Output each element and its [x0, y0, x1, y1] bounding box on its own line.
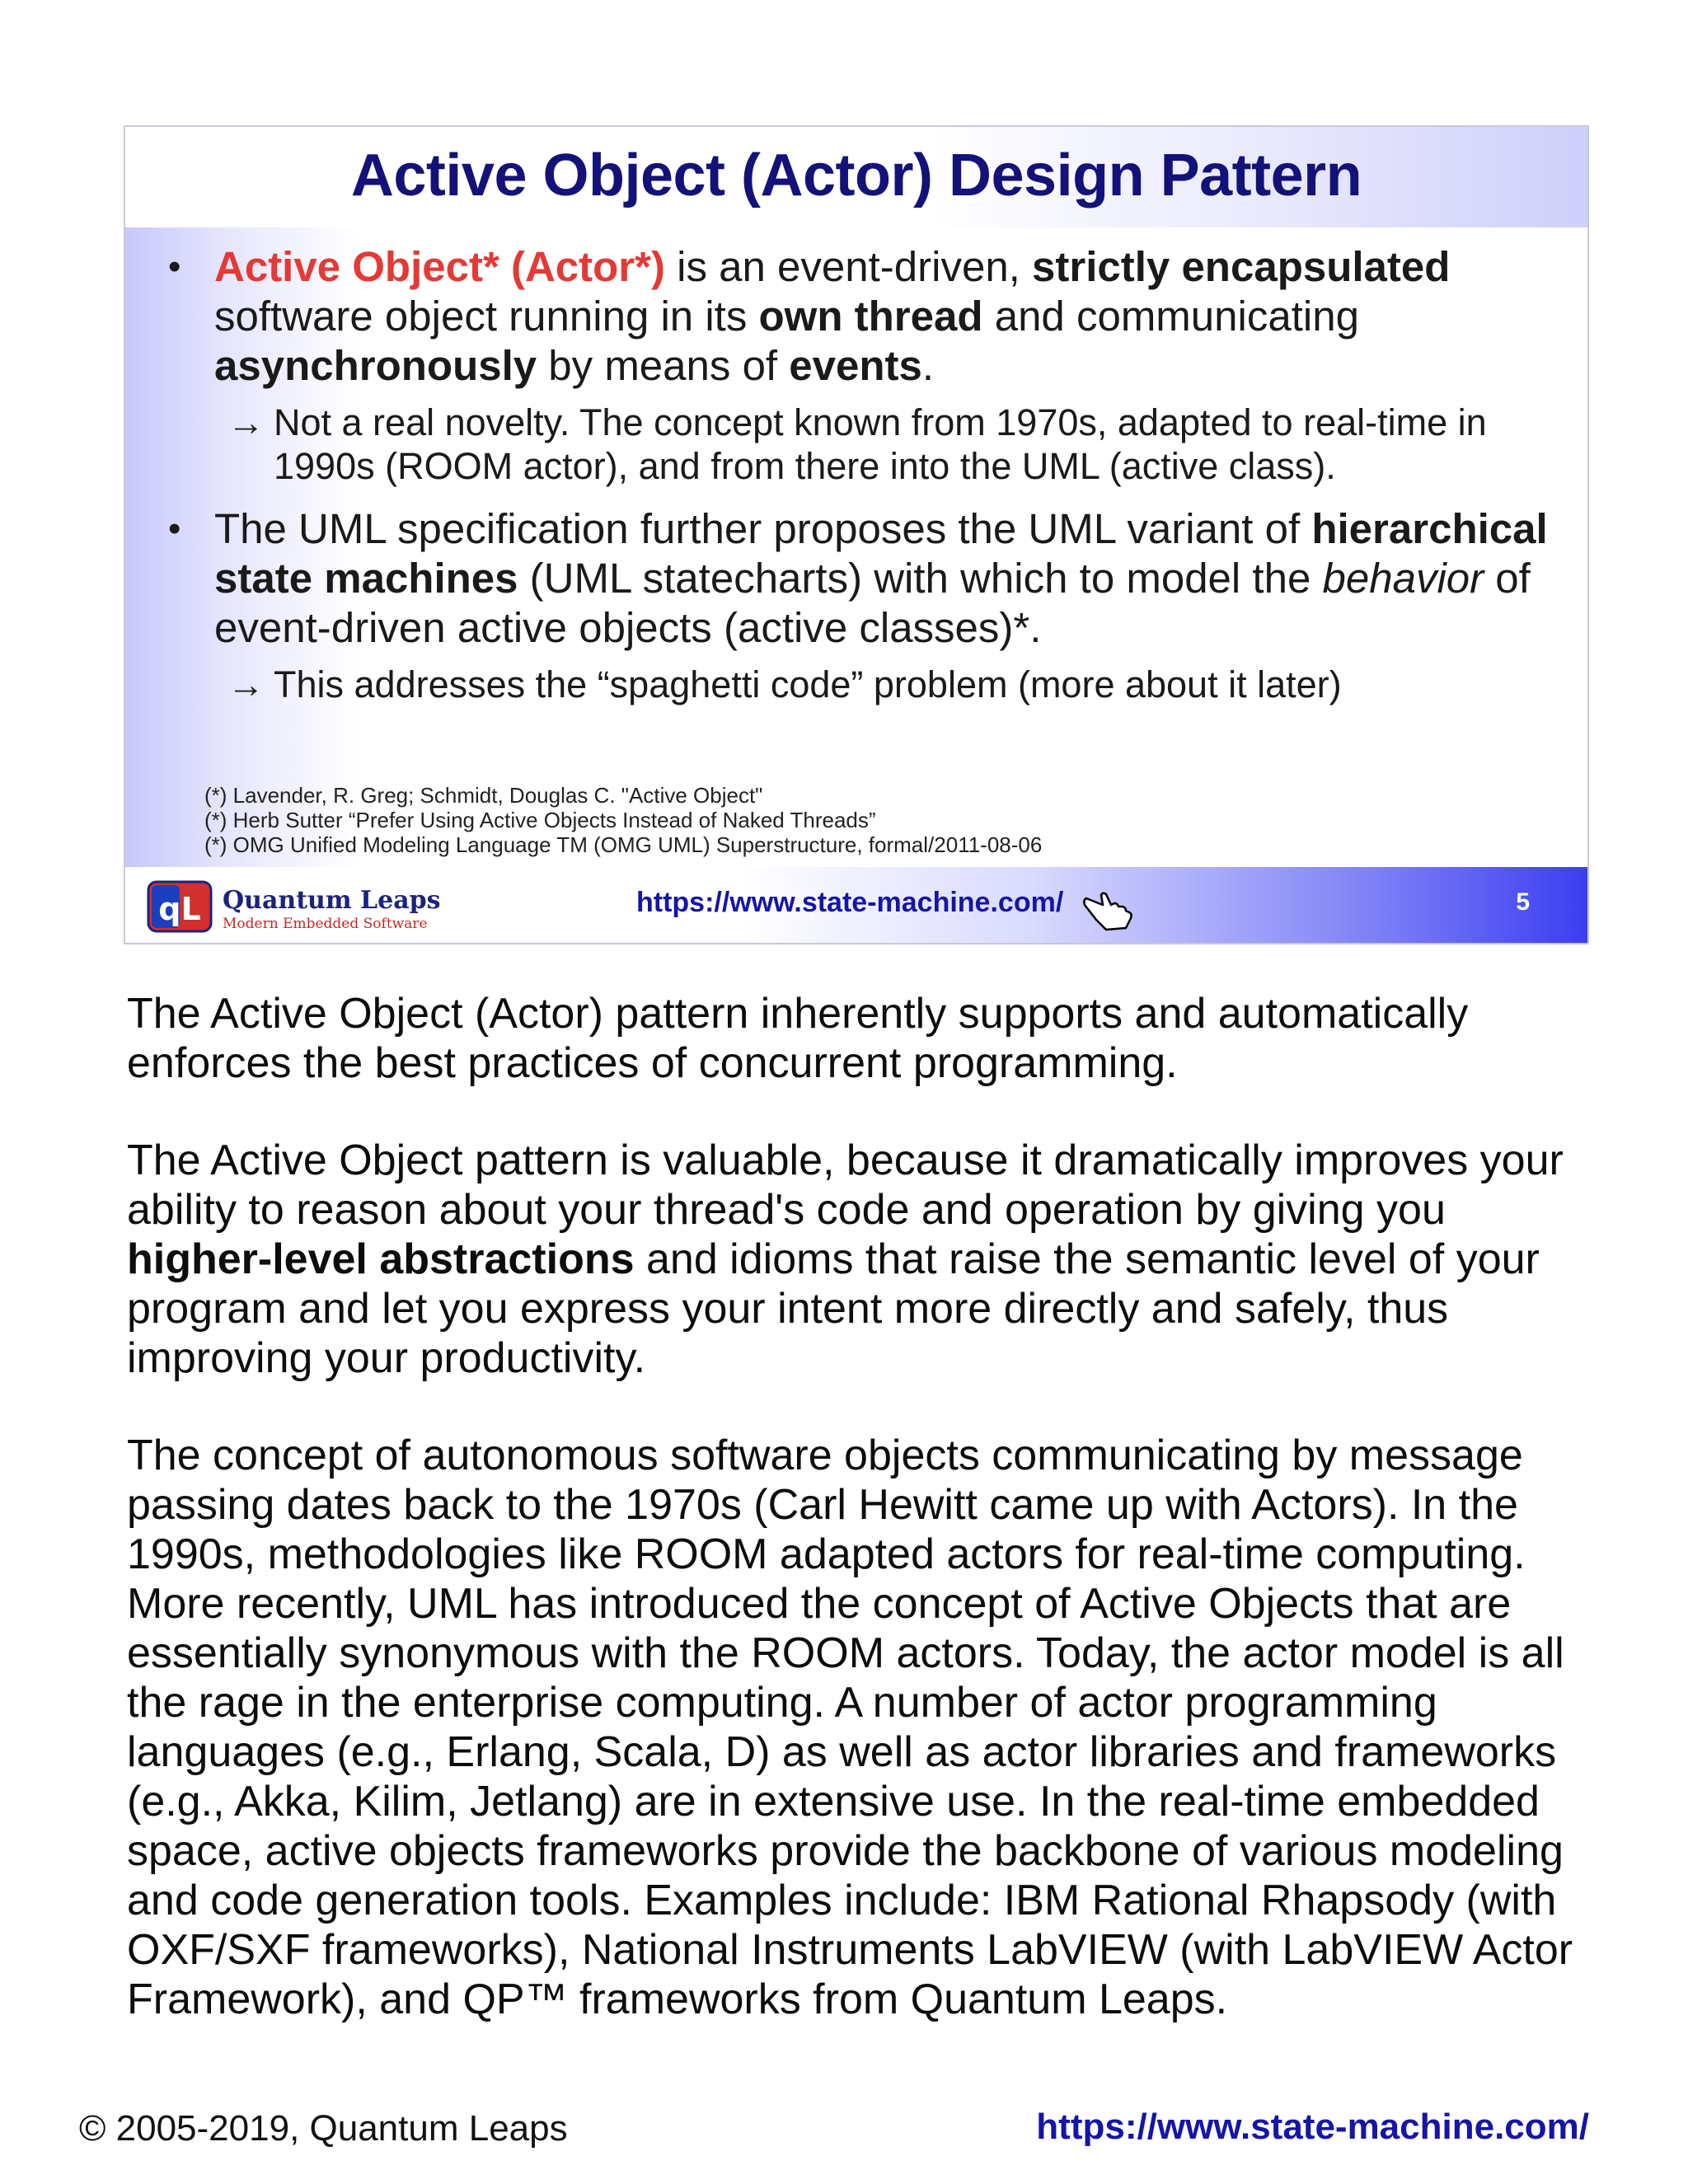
bullet-1-bold: strictly encapsulated — [1032, 243, 1451, 290]
paragraph-1: The Active Object (Actor) pattern inherently supports and automatically enforces the best practices of concurrent programming. — [127, 990, 1469, 1087]
bullet-2-text: (UML statecharts) with which to model the — [518, 555, 1323, 602]
arrow-icon: → — [227, 663, 265, 705]
bullet-2 — [168, 504, 1578, 653]
bullet-2-text: of event-driven active objects (active classes)*. — [214, 555, 1531, 651]
body-text — [127, 989, 1594, 2072]
logo-badge-text: qL — [158, 891, 201, 927]
quantum-leaps-logo — [147, 877, 443, 935]
slide-page-number: 5 — [1516, 888, 1530, 916]
logo-name-text: Quantum Leaps — [223, 886, 441, 915]
footnote: (*) OMG Unified Modeling Language TM (OMG UML) Superstructure, formal/2011-08-06 — [204, 832, 1043, 857]
slide-footnotes — [204, 783, 1042, 857]
footnote: (*) Herb Sutter “Prefer Using Active Objects Instead of Naked Threads” — [204, 808, 876, 832]
slide-bullets — [168, 242, 1578, 706]
bullet-dot: • — [168, 509, 181, 549]
hand-pointer-icon — [1081, 887, 1136, 933]
bullet-2-text: The UML specification further proposes the UML variant of — [214, 505, 1312, 552]
slide-image — [124, 125, 1589, 944]
paragraph-3: The concept of autonomous software objects communicating by message passing dates back to the 1970s (Carl Hewitt came up with Actors). In the 1990s, methodologies like ROOM adapted actors for real-time computing. More recently, UML has introduced the concept of Active Objects that are essentially synonymous with the ROOM actors. Today, the actor model is all the rage in the enterprise computing. A number of actor programming languages (e.g., Erlang, Scala, D) as well as actor libraries and frameworks (e.g., Akka, Kilim, Jetlang) are in extensive use. In the real-time embedded space, active objects frameworks provide the backbone of various modeling and code generation tools. Examples include: IBM Rational Rhapsody (with OXF/SXF frameworks), National Instruments LabVIEW (with LabVIEW Actor Framework), and QP™ frameworks from Quantum Leaps. — [127, 1432, 1573, 2023]
slide-title: Active Object (Actor) Design Pattern — [350, 143, 1362, 209]
bullet-1-text: . — [921, 342, 935, 389]
bullet-1-text: software object running in its — [214, 293, 759, 340]
sub-bullet-2 — [168, 663, 1578, 706]
bullet-1-text: is an event-driven, — [664, 243, 1033, 290]
slide-title-bar — [125, 127, 1587, 227]
logo-tagline-text: Modern Embedded Software — [223, 916, 428, 932]
slide-footer-url[interactable]: https://www.state-machine.com/ — [636, 887, 1064, 918]
arrow-icon: → — [227, 401, 265, 443]
bullet-1-text: and communicating — [982, 293, 1359, 340]
paragraph-2-bold: higher-level abstractions — [127, 1235, 635, 1283]
bullet-1-term: Active Object* (Actor*) — [214, 243, 665, 290]
bullet-1-bold: own thread — [758, 293, 983, 340]
bullet-dot: • — [168, 246, 181, 287]
slide-footer-bar — [125, 867, 1587, 943]
bullet-1-bold: events — [789, 342, 922, 389]
bullet-1-bold: asynchronously — [214, 342, 537, 389]
sub-bullet-2-text: This addresses the “spaghetti code” problem (more about it later) — [274, 663, 1342, 705]
paragraph-2 — [127, 1136, 1594, 1383]
footer-url-link[interactable]: https://www.state-machine.com/ — [1036, 2107, 1589, 2147]
paragraph-2-text: The Active Object pattern is valuable, because it dramatically improves your ability to reason about your thread's code and operation by giving you — [127, 1137, 1564, 1234]
sub-bullet-1-text: Not a real novelty. The concept known from 1970s, adapted to real-time in 1990s (ROOM actor), and from there into the UML (active class). — [274, 401, 1487, 487]
bullet-2-bold: hierarchical state machines — [214, 505, 1548, 602]
bullet-1-text: by means of — [537, 342, 790, 389]
sub-bullet-1 — [168, 401, 1578, 488]
bullet-1 — [168, 242, 1578, 391]
copyright: © 2005-2019, Quantum Leaps — [79, 2108, 568, 2149]
paragraph-2-text: and idioms that raise the semantic level of your program and let you express your intent more directly and safely, thus improving your productivity. — [127, 1235, 1540, 1382]
bullet-2-italic: behavior — [1322, 555, 1484, 602]
footnote: (*) Lavender, R. Greg; Schmidt, Douglas C. "Active Object" — [204, 783, 763, 808]
